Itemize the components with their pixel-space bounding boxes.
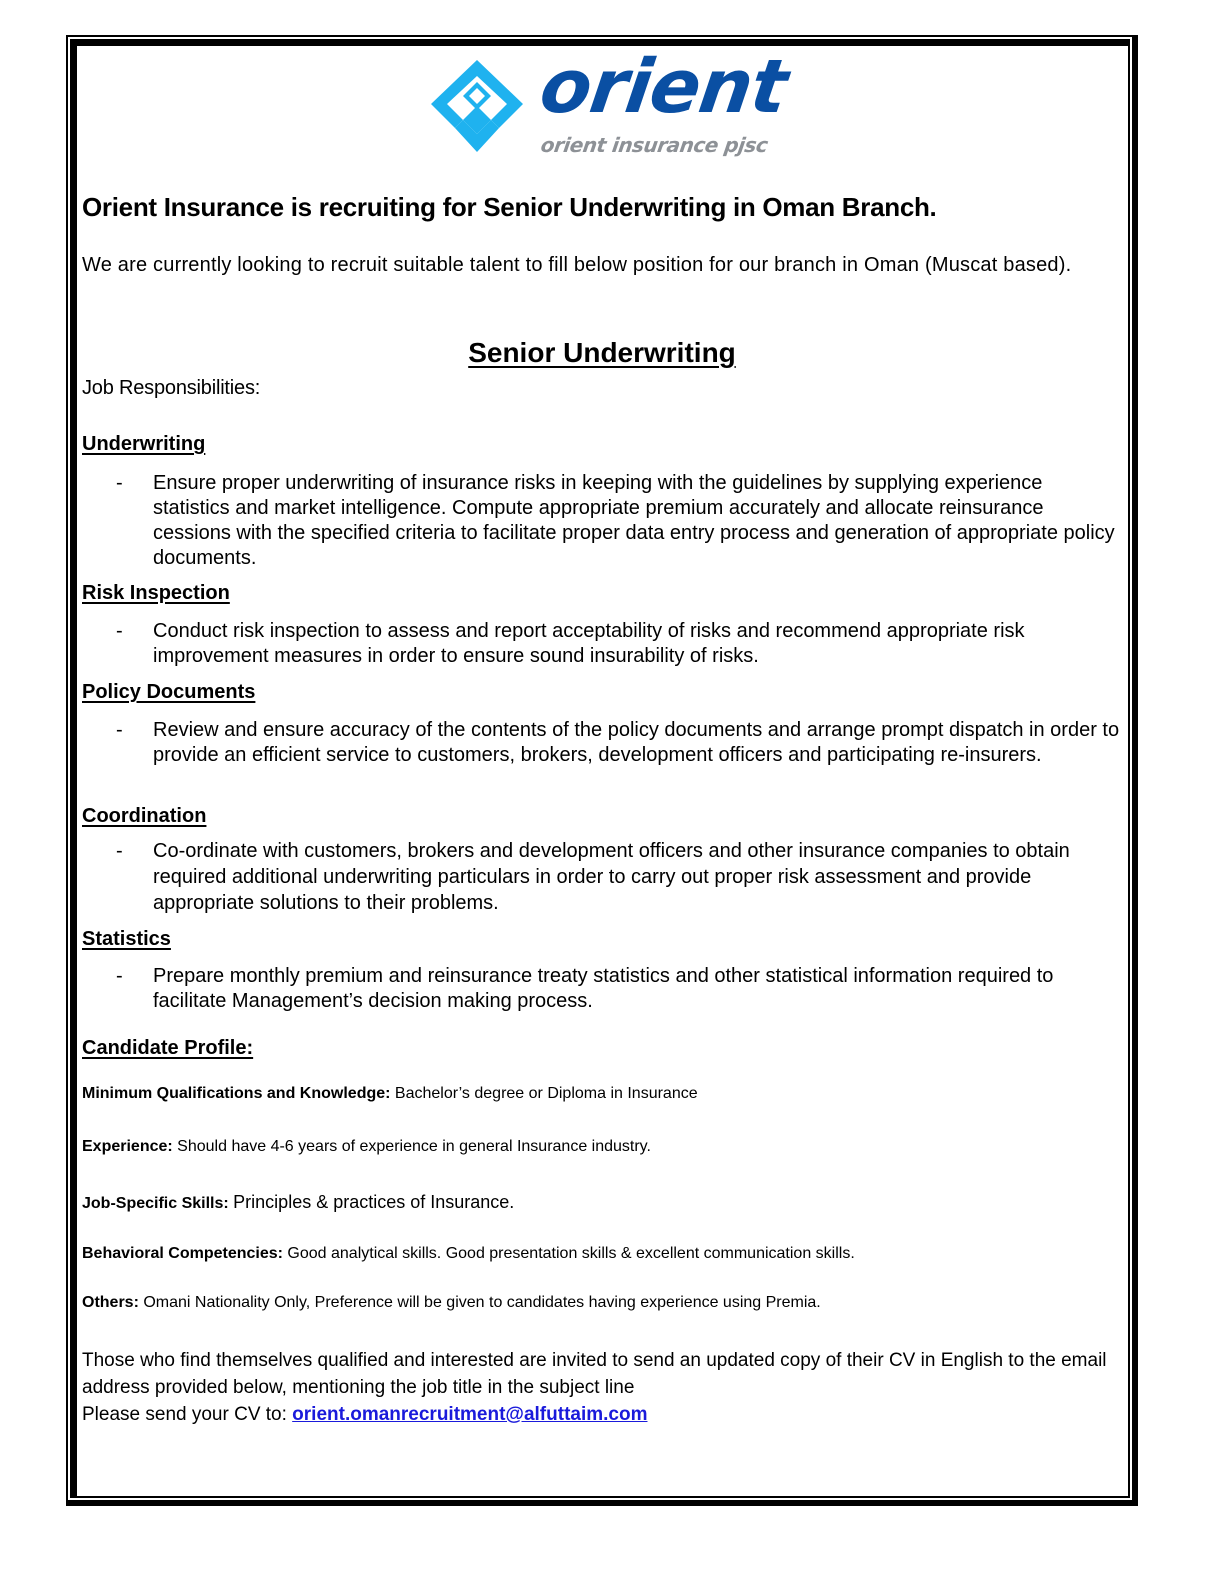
send-cv-prefix: Please send your CV to:: [82, 1404, 293, 1425]
profile-label: Behavioral Competencies:: [82, 1245, 283, 1262]
closing-paragraph: [82, 1347, 1122, 1428]
profile-label: Job-Specific Skills:: [82, 1195, 229, 1212]
section-heading-underwriting: Underwriting: [82, 433, 206, 455]
email-link[interactable]: orient.omanrecruitment@alfuttaim.com: [292, 1404, 648, 1425]
send-cv-line: [82, 1401, 1122, 1428]
profile-row-qualifications: [82, 1085, 698, 1103]
closing-instructions: Those who find themselves qualified and interested are invited to send an updated copy of their CV in English to the email address provided below, mentioning the job title in the subject line: [82, 1350, 1107, 1398]
bullet-dash: -: [116, 620, 123, 642]
profile-row-skills: [82, 1192, 514, 1213]
bullet-text: Co-ordinate with customers, brokers and development officers and other insurance companies to obtain required additional underwriting particulars in order to carry out proper risk assessment and provide appropriate solutions to their problems.: [153, 840, 1070, 914]
bullet-text: Ensure proper underwriting of insurance risks in keeping with the guidelines by supplying experience statistics and market intelligence. Compute appropriate premium accurately and allocate reinsurance cessions with the specified criteria to facilitate proper data entry process and generation of appropriate policy documents.: [153, 472, 1115, 569]
profile-value: Omani Nationality Only, Preference will be given to candidates having experience using Premia.: [143, 1294, 821, 1311]
bullet-dash: -: [116, 965, 123, 987]
responsibilities-label: Job Responsibilities:: [82, 377, 261, 399]
bullet-dash: -: [116, 472, 123, 494]
profile-row-experience: [82, 1138, 651, 1156]
bullet-text: Prepare monthly premium and reinsurance treaty statistics and other statistical information required to facilitate Management’s decision making process.: [153, 965, 1054, 1012]
profile-row-competencies: [82, 1245, 855, 1263]
profile-value: Good analytical skills. Good presentation skills & excellent communication skills.: [287, 1245, 855, 1262]
orient-logo-mark-icon: [429, 58, 525, 154]
profile-value: Should have 4-6 years of experience in general Insurance industry.: [177, 1138, 651, 1155]
intro-paragraph: We are currently looking to recruit suitable talent to fill below position for our branch in Oman (Muscat based).: [82, 254, 1072, 276]
logo-tagline: orient insurance pjsc: [539, 133, 770, 157]
section-heading-risk-inspection: Risk Inspection: [82, 582, 230, 604]
profile-value: Principles & practices of Insurance.: [233, 1192, 515, 1212]
section-heading-policy-documents: Policy Documents: [82, 681, 256, 703]
job-title: Senior Underwriting: [468, 337, 736, 368]
page-headline: Orient Insurance is recruiting for Senior Underwriting in Oman Branch.: [82, 192, 937, 222]
orient-logo: [429, 44, 792, 163]
bullet-dash: -: [116, 719, 123, 741]
profile-label: Others:: [82, 1294, 139, 1311]
section-heading-statistics: Statistics: [82, 928, 171, 950]
bullet-dash: -: [116, 840, 123, 862]
bullet-text: Conduct risk inspection to assess and report acceptability of risks and recommend appropriate risk improvement measures in order to ensure sound insurability of risks.: [153, 620, 1025, 667]
profile-row-others: [82, 1294, 821, 1312]
section-heading-coordination: Coordination: [82, 805, 207, 827]
logo-wordmark: orient: [534, 44, 792, 130]
candidate-profile-heading: Candidate Profile:: [82, 1037, 254, 1059]
bullet-text: Review and ensure accuracy of the contents of the policy documents and arrange prompt dispatch in order to provide an efficient service to customers, brokers, development officers and participating re-insurers.: [153, 719, 1120, 766]
profile-value: Bachelor’s degree or Diploma in Insurance: [394, 1085, 698, 1102]
profile-label: Experience:: [82, 1138, 173, 1155]
profile-label: Minimum Qualifications and Knowledge:: [82, 1085, 391, 1102]
